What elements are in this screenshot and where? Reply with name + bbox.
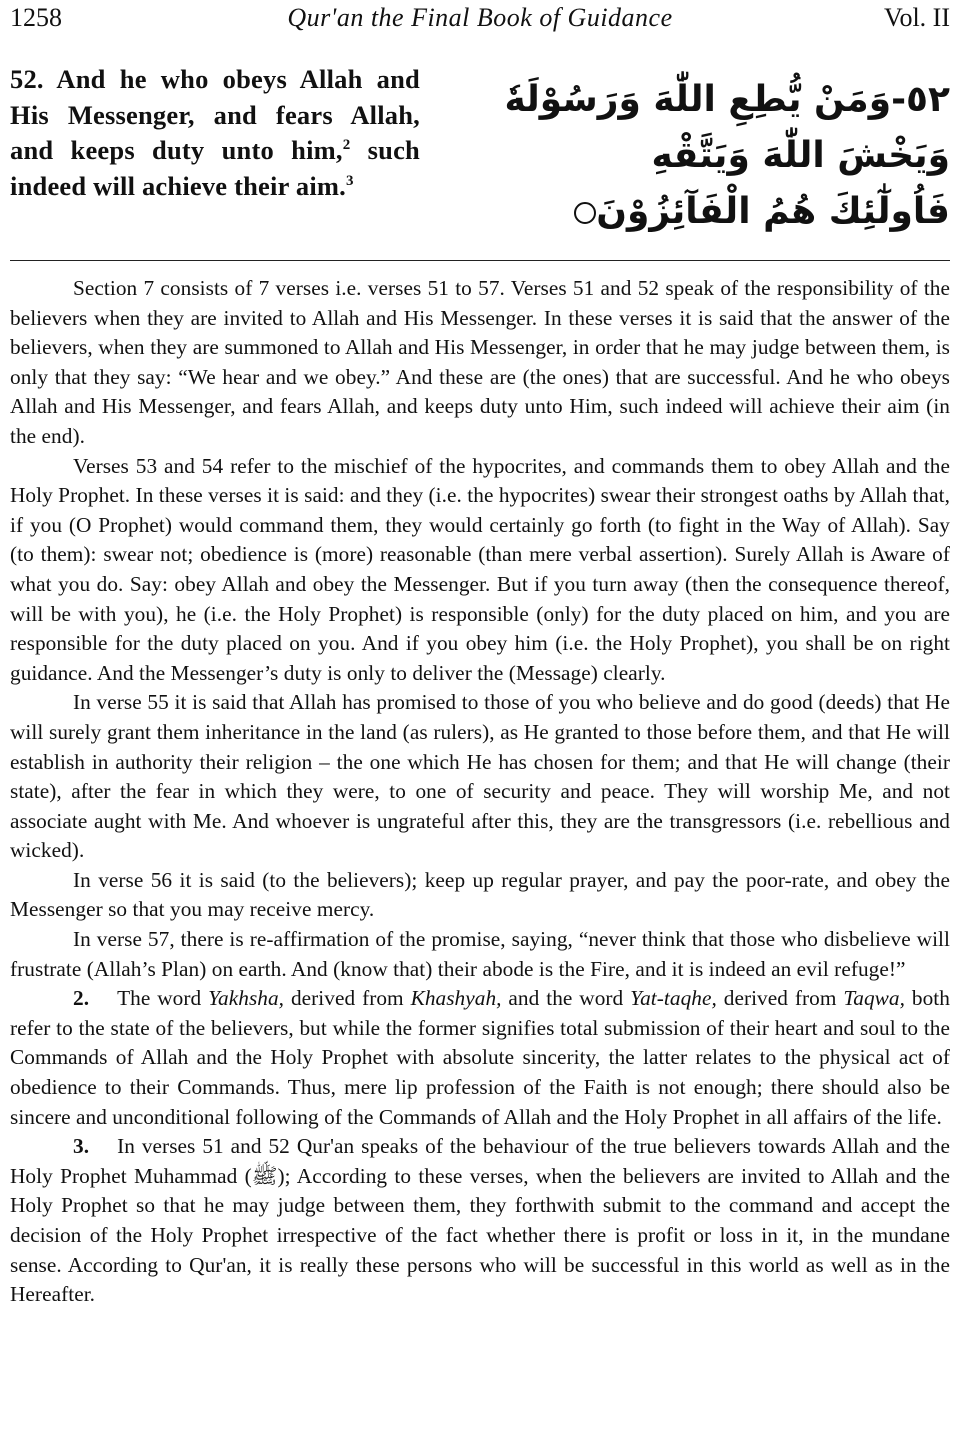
arabic-line-1: ٥٢-وَمَنْ يُّطِعِ اللّٰهَ وَرَسُوْلَهٗ xyxy=(504,79,950,120)
footnote-2-number: 2. xyxy=(73,986,90,1011)
footnote-3-text-2: ); According to these verses, when the believers are invited to Allah and the Holy Prophet so that he may judge between them, they forthwith submit to the command and accept the decision of the Holy Prophet irrespective of the fact whether there is profit or loss in it, in the mundane sense. According to Qur'an, it is really these persons who will be successful in this world as well as in the Hereafter. xyxy=(10,1163,950,1307)
arabic-line-3-wrap xyxy=(596,184,950,240)
arabic-line-3: فَاُولٰٓئِكَ هُمُ الْفَآئِزُوْنَ xyxy=(596,191,950,232)
volume-label: Vol. II xyxy=(884,3,950,32)
term-yat-taqhe: Yat-taqhe, xyxy=(630,986,717,1011)
footnote-ref-2: 2 xyxy=(342,137,351,154)
book-title: Qur'an the Final Book of Guidance xyxy=(287,3,673,32)
footnote-2-text-4: derived from xyxy=(716,986,844,1011)
term-yakhsha: Yakhsha, xyxy=(208,986,285,1011)
commentary xyxy=(10,274,950,1310)
verse-translation-part1: 52. And he who obeys Allah and His Messenger, and fears Allah, and keeps duty unto him, xyxy=(10,64,420,165)
commentary-paragraph-1: Section 7 consists of 7 verses i.e. verses 51 to 57. Verses 51 and 52 speak of the responsibility of the believers when they are invited to Allah and His Messenger. In these verses it is said that the answer of the believers, when they are summoned to Allah and His Messenger, in order that he may judge between them, is only that they say: “We hear and we obey.” And these are (the ones) that are successful. And he who obeys Allah and His Messenger, and fears Allah, and keeps duty unto Him, such indeed will achieve their aim (in the end). xyxy=(10,276,950,448)
running-header xyxy=(10,3,950,37)
commentary-paragraph-3: In verse 55 it is said that Allah has promised to those of you who believe and do good (deeds) that He will surely grant them inheritance in the land (as rulers), as He granted to those before them, and that He will establish in authority their religion – the one which He has chosen for them; and that He will change (their state), after the fear in which they were, to one of security and peace. They will worship Me, and not associate aught with Me. And whoever is ungrateful after this, they are the transgressors (i.e. rebellious and wicked). xyxy=(10,690,950,863)
verse-end-marker-icon xyxy=(574,202,596,224)
footnote-3-text-1: In verses 51 and 52 Qur'an speaks of the behaviour of the true believers towards Allah and the Holy Prophet Muhammad ( xyxy=(10,1134,950,1188)
verse-arabic xyxy=(504,72,950,240)
footnote-2-text-3: and the word xyxy=(501,986,631,1011)
footnote-2-text-1: The word xyxy=(117,986,209,1011)
commentary-paragraph-5: In verse 57, there is re-affirmation of the promise, saying, “never think that those who disbelieve will frustrate (Allah’s Plan) on earth. And (know that) their abode is the Fire, and it is indeed an evil refuge!” xyxy=(10,927,950,981)
footnote-2 xyxy=(10,984,950,1132)
footnote-3 xyxy=(10,1132,950,1310)
footnote-2-text-2: derived from xyxy=(284,986,411,1011)
verse-translation xyxy=(10,62,420,204)
footnote-ref-3: 3 xyxy=(346,172,354,189)
term-khashyah: Khashyah, xyxy=(410,986,502,1011)
divider-rule xyxy=(10,260,950,261)
verse-translation-part2: such indeed will achieve their aim. xyxy=(10,135,420,201)
term-taqwa: Taqwa, xyxy=(843,986,906,1011)
page-number: 1258 xyxy=(10,3,62,32)
commentary-paragraph-4: In verse 56 it is said (to the believers); keep up regular prayer, and pay the poor-rate, and obey the Messenger so that you may receive mercy. xyxy=(10,867,950,922)
footnote-3-number: 3. xyxy=(73,1134,90,1159)
verse-block xyxy=(10,62,950,252)
commentary-paragraph-2: Verses 53 and 54 refer to the mischief of the hypocrites, and commands them to obey Allah and the Holy Prophet. In these verses it is said: and they (i.e. the hypocrites) swear their strongest oaths by Allah that, if you (O Prophet) would command them, they would certainly go forth (to fight in the Way of Allah). Say (to them): swear not; obedience is (more) reasonable (than mere verbal assertion). Surely Allah is Aware of what you do. Say: obey Allah and obey the Messenger. But if you turn away (then the consequence thereof, will be with you), he (i.e. the Holy Prophet) is responsible (only) for the duty placed on him, and you are responsible for the duty placed on you. And if you obey him (i.e. the Holy Prophet), you shall be on right guidance. And the Messenger’s duty is only to deliver the (Message) clearly. xyxy=(10,453,950,685)
arabic-line-2: وَيَخْشَ اللّٰهَ وَيَتَّقْهِ xyxy=(651,135,950,176)
footnote-2-text-5: both refer to the state of the believers, but while the former signifies total submission of their heart and soul to the Commands of Allah and the Holy Prophet with absolute sincerity, the latter relates to the physical act of obedience to their Commands. Thus, mere lip profession of the Faith is not enough; there should also be sincere and unconditional following of the Commands of Allah and the Holy Prophet in all affairs of the life. xyxy=(10,986,950,1129)
honorific-glyph: ﷺ xyxy=(251,1163,278,1188)
